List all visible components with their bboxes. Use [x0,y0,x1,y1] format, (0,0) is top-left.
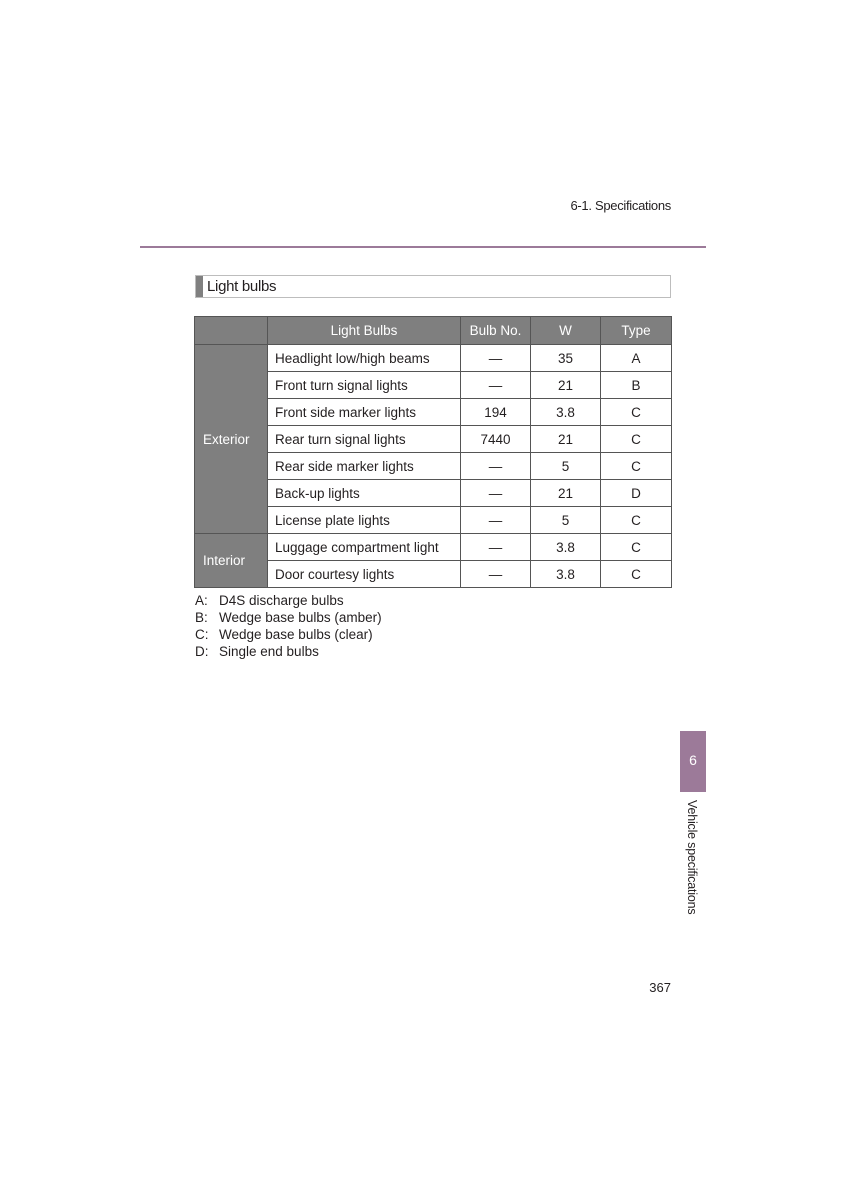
bulb-type: C [601,534,672,561]
header-rule [140,246,706,248]
bulb-watts: 21 [531,372,601,399]
bulb-number: — [461,534,531,561]
bulb-type: C [601,561,672,588]
section-heading-bar [196,276,203,297]
bulb-type: A [601,345,672,372]
light-bulbs-table [194,316,672,588]
bulb-watts: 3.8 [531,534,601,561]
group-label-interior: Interior [195,534,268,588]
column-header-light-bulbs: Light Bulbs [268,317,461,345]
bulb-name: Front side marker lights [268,399,461,426]
legend-text: Single end bulbs [219,644,319,659]
bulb-name: Rear turn signal lights [268,426,461,453]
bulb-type: C [601,399,672,426]
bulb-name: Rear side marker lights [268,453,461,480]
bulb-type: D [601,480,672,507]
bulb-number: 7440 [461,426,531,453]
chapter-tab: 6 [680,731,706,792]
bulb-number: 194 [461,399,531,426]
table-header-row [195,317,672,345]
bulb-number: — [461,507,531,534]
column-header-type: Type [601,317,672,345]
bulb-name: Headlight low/high beams [268,345,461,372]
legend-text: D4S discharge bulbs [219,593,344,608]
bulb-name: License plate lights [268,507,461,534]
legend-key: B: [195,610,208,625]
legend-key: D: [195,644,209,659]
legend-text: Wedge base bulbs (amber) [219,610,382,625]
bulb-watts: 5 [531,507,601,534]
table-row [195,345,672,372]
bulb-watts: 21 [531,480,601,507]
running-header: 6-1. Specifications [570,198,671,213]
bulb-type: C [601,507,672,534]
bulb-number: — [461,453,531,480]
column-header-watts: W [531,317,601,345]
bulb-type: C [601,453,672,480]
bulb-number: — [461,345,531,372]
legend-key: C: [195,627,209,642]
bulb-name: Door courtesy lights [268,561,461,588]
bulb-name: Front turn signal lights [268,372,461,399]
type-legend [195,592,382,660]
bulb-type: B [601,372,672,399]
bulb-watts: 3.8 [531,399,601,426]
bulb-watts: 35 [531,345,601,372]
legend-item [195,643,382,660]
bulb-number: — [461,480,531,507]
column-header-bulb-no: Bulb No. [461,317,531,345]
group-label-exterior: Exterior [195,345,268,534]
bulb-number: — [461,372,531,399]
legend-item [195,592,382,609]
legend-item [195,626,382,643]
bulb-watts: 3.8 [531,561,601,588]
section-title: Light bulbs [207,278,277,295]
bulb-watts: 21 [531,426,601,453]
legend-item [195,609,382,626]
bulb-number: — [461,561,531,588]
column-header-group [195,317,268,345]
bulb-type: C [601,426,672,453]
bulb-name: Back-up lights [268,480,461,507]
bulb-name: Luggage compartment light [268,534,461,561]
legend-key: A: [195,593,208,608]
page-number: 367 [649,980,671,995]
chapter-label: Vehicle specifications [685,800,699,915]
legend-text: Wedge base bulbs (clear) [219,627,373,642]
bulb-watts: 5 [531,453,601,480]
section-heading [195,275,671,298]
table-row [195,534,672,561]
